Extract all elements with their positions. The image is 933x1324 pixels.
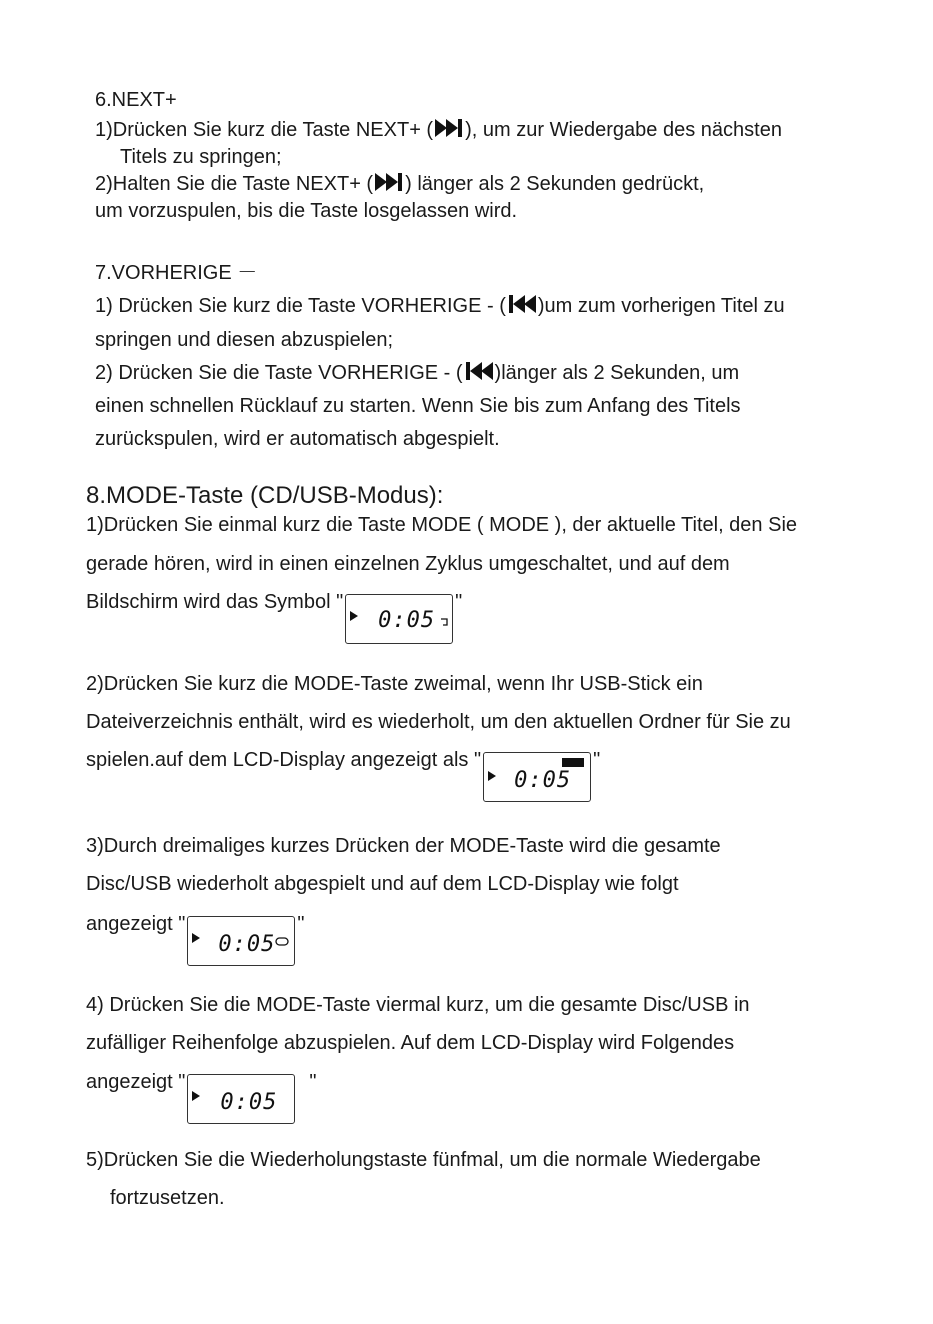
section-8-p1-line-3: Bildschirm wird das Symbol " 0:05 " [86, 590, 462, 644]
section-6-line-3: 2)Halten Sie die Taste NEXT+ ( ) länger als 2 Sekunden gedrückt, [95, 173, 705, 195]
folder-icon [562, 758, 584, 767]
section-7-line-2: springen und diesen abzuspielen; [95, 329, 393, 351]
section-8-p1-line-1: 1)Drücken Sie einmal kurz die Taste MODE ( MODE ), der aktuelle Titel, den Sie [86, 514, 798, 536]
section-8-p2-line-2: Dateiverzeichnis enthält, wird es wiederholt, um den aktuellen Ordner für Sie zu [86, 711, 791, 733]
section-8-p4-line-1: 4) Drücken Sie die MODE-Taste viermal kurz, um die gesamte Disc/USB in [86, 994, 750, 1016]
lcd-display-repeat-folder [483, 752, 591, 802]
section-6-line-4: um vorzuspulen, bis die Taste losgelassen wird. [95, 200, 518, 222]
lcd-display-random [187, 1074, 295, 1124]
previous-track-icon [464, 361, 494, 381]
section-6-line-1: 1)Drücken Sie kurz die Taste NEXT+ ( ), um zur Wiedergabe des nächsten [95, 119, 782, 141]
section-8-p3-line-3: angezeigt " 0:05 " [86, 912, 305, 966]
section-8-p3-line-1: 3)Durch dreimaliges kurzes Drücken der MODE-Taste wird die gesamte [86, 835, 721, 857]
lcd-time: 0:05 [514, 768, 572, 793]
section-8-p5-line-2: fortzusetzen. [110, 1187, 225, 1209]
section-7-line-1: 1) Drücken Sie kurz die Taste VORHERIGE - ( )um zum vorherigen Titel zu [95, 295, 785, 317]
section-8-p4-line-2: zufälliger Reihenfolge abzuspielen. Auf dem LCD-Display wird Folgendes [86, 1032, 735, 1054]
previous-track-icon [507, 294, 537, 314]
section-8-p2-line-1: 2)Drücken Sie kurz die MODE-Taste zweimal, wenn Ihr USB-Stick ein [86, 673, 703, 695]
lcd-display-repeat-all [187, 916, 295, 966]
section-8-p3-line-2: Disc/USB wiederholt abgespielt und auf dem LCD-Display wie folgt [86, 873, 679, 895]
repeat-all-icon [275, 937, 289, 946]
section-7-line-3: 2) Drücken Sie die Taste VORHERIGE - ( )länger als 2 Sekunden, um [95, 362, 740, 384]
lcd-time: 0:05 [378, 608, 436, 633]
section-8-p1-line-2: gerade hören, wird in einen einzelnen Zyklus umgeschaltet, und auf dem [86, 553, 730, 575]
section-8-p4-line-3: angezeigt " 0:05 " [86, 1070, 317, 1124]
section-7-line-4: einen schnellen Rücklauf zu starten. Wenn Sie bis zum Anfang des Titels [95, 395, 741, 417]
next-track-icon [374, 172, 404, 192]
play-icon [488, 771, 496, 781]
section-7-title: 7.VORHERIGE － [95, 262, 258, 284]
play-icon [192, 933, 200, 943]
lcd-display-repeat-one [345, 594, 453, 644]
next-track-icon [434, 118, 464, 138]
section-8-p5-line-1: 5)Drücken Sie die Wiederholungstaste fünfmal, um die normale Wiedergabe [86, 1149, 761, 1171]
play-icon [350, 611, 358, 621]
lcd-time: 0:05 [218, 932, 276, 957]
repeat-one-icon [440, 617, 449, 627]
section-8-p2-line-3: spielen.auf dem LCD-Display angezeigt als " 0:05 " [86, 748, 600, 802]
play-icon [192, 1091, 200, 1101]
section-6-title: 6.NEXT+ [95, 89, 177, 111]
lcd-time: 0:05 [220, 1090, 278, 1115]
section-8-title: 8.MODE-Taste (CD/USB-Modus): [86, 482, 444, 509]
section-6-line-2: Titels zu springen; [120, 146, 282, 168]
section-7-line-5: zurückspulen, wird er automatisch abgespielt. [95, 428, 500, 450]
